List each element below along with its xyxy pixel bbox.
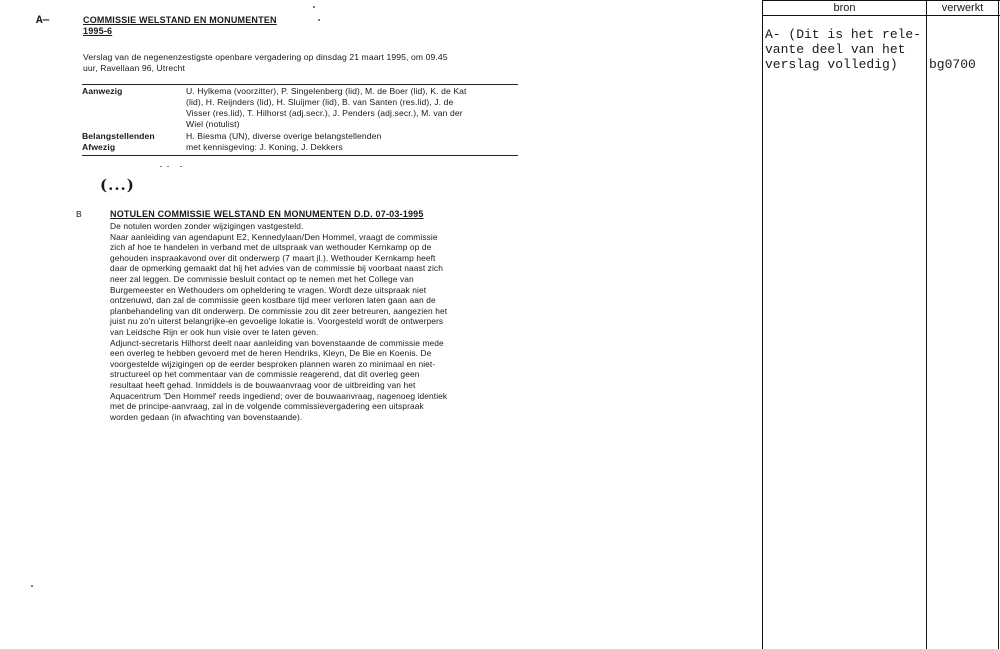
attendance-line: Visser (res.lid), T. Hilhorst (adj.secr.), J. Penders (adj.secr.), M. van der xyxy=(186,108,463,118)
attendance-label-absent: Afwezig xyxy=(82,142,116,152)
scan-speck xyxy=(180,166,182,167)
body-line: ontzenuwd, dan zal de commissie geen kostbare tijd meer verloren laten gaan aan de xyxy=(110,295,436,306)
column-header-verwerkt: verwerkt xyxy=(941,2,984,14)
table-top-border xyxy=(762,0,1000,1)
bron-line: verslag volledig) xyxy=(765,57,898,72)
item-body xyxy=(110,221,447,422)
bron-line: vante deel van het xyxy=(765,42,906,57)
attendance-absent-names: met kennisgeving: J. Koning, J. Dekkers xyxy=(186,142,343,152)
omission-ellipsis: (...) xyxy=(100,176,135,194)
table-left-border xyxy=(762,0,763,649)
meeting-intro xyxy=(83,52,448,74)
table-cell-verwerkt: bg0700 xyxy=(929,57,976,72)
attendance-present-names xyxy=(186,86,526,130)
body-line: juist nu zo'n uiterst belangrijke-en gevoelige lokatie is. Voorgesteld wordt de ontwerpers xyxy=(110,316,444,327)
document-title: COMMISSIE WELSTAND EN MONUMENTEN xyxy=(83,15,277,25)
attendance-line: Wiel (notulist) xyxy=(186,119,240,129)
item-title: NOTULEN COMMISSIE WELSTAND EN MONUMENTEN D.D. 07-03-1995 xyxy=(110,209,424,219)
table-column-divider xyxy=(926,0,927,649)
scan-speck xyxy=(160,166,162,167)
body-line: gehouden inspraakavond over dit onderwerp (7 maart jl.). Wethouder Kernkamp heeft xyxy=(110,252,436,263)
attendance-label-present: Aanwezig xyxy=(82,86,123,96)
intro-line: uur, Ravellaan 96, Utrecht xyxy=(83,63,185,73)
body-line: voorgestelde wijzigingen op de eerder besproken plannen waren zo minimaal en niet- xyxy=(110,358,436,369)
column-header-bron: bron xyxy=(833,2,856,14)
table-right-border xyxy=(998,0,999,649)
scan-speck xyxy=(167,166,169,167)
body-line: een overleg te hebben gevoerd met de heren Hendriks, Kleyn, De Bie en Koenis. De xyxy=(110,348,432,359)
divider-top xyxy=(82,84,518,85)
body-line: Burgemeester en Wethouders om opheldering te vragen. Wordt deze uitspraak niet xyxy=(110,284,427,295)
scan-speck xyxy=(31,585,33,587)
body-line: De notulen worden zonder wijzigingen vastgesteld. xyxy=(110,221,304,231)
body-line: met de principe-aanvraag, zal in de volgende commissievergadering een uitspraak xyxy=(110,401,424,412)
body-line: neer zal leggen. De commissie besluit contact op te nemen met het College van xyxy=(110,273,414,284)
document-subtitle: 1995-6 xyxy=(83,26,113,36)
section-marker-a: A— xyxy=(36,15,50,27)
attendance-interested-names: H. Biesma (UN), diverse overige belangstellenden xyxy=(186,131,382,141)
body-line: resultaat heeft gehad. Inmiddels is de bouwaanvraag voor de uitbreiding van het xyxy=(110,379,416,390)
attendance-line: (lid), H. Reijnders (lid), H. Sluijmer (lid), B. van Santen (res.lid), J. de xyxy=(186,97,454,107)
table-header-rule xyxy=(762,15,1000,16)
body-line: worden gedaan (in afwachting van bovenstaande). xyxy=(110,411,303,422)
scan-speck xyxy=(313,6,315,8)
body-line: planbehandeling van dit onderwerp. De commissie zou dit zeer betreuren, aangezien het xyxy=(110,305,448,316)
body-line: van Leidsche Rijn er ook hun visie over te laten geven. xyxy=(110,326,319,337)
attendance-line: U. Hylkema (voorzitter), P. Singelenberg (lid), M. de Boer (lid), K. de Kat xyxy=(186,86,467,96)
divider-bottom xyxy=(82,155,518,156)
body-line: zich af hoe te handelen in verband met de uitspraak van wethouder Kernkamp op de xyxy=(110,242,432,253)
body-line: Naar aanleiding van agendapunt E2, Kennedylaan/Den Hommel, vraagt de commissie xyxy=(110,231,438,242)
body-line: structureel op het commentaar van de commissie reagerend, dat dit overleg geen xyxy=(110,369,420,380)
attendance-label-interested: Belangstellenden xyxy=(82,131,155,141)
intro-line: Verslag van de negenenzestigste openbare vergadering op dinsdag 21 maart 1995, om 09.45 xyxy=(83,52,448,62)
body-line: Adjunct-secretaris Hilhorst deelt naar aanleiding van bovenstaande de commissie mede xyxy=(110,337,444,348)
body-line: Aquacentrum 'Den Hommel' reeds ingediend; over de bouwaanvraag, nagenoeg identiek xyxy=(110,390,448,401)
body-line: daar de opmerking gemaakt dat hij het advies van de commissie bij voorbaat naast zich xyxy=(110,263,443,274)
item-marker: B xyxy=(76,209,82,219)
scan-speck xyxy=(318,19,320,21)
bron-line: A- (Dit is het rele- xyxy=(765,27,922,42)
table-cell-bron xyxy=(765,27,921,72)
